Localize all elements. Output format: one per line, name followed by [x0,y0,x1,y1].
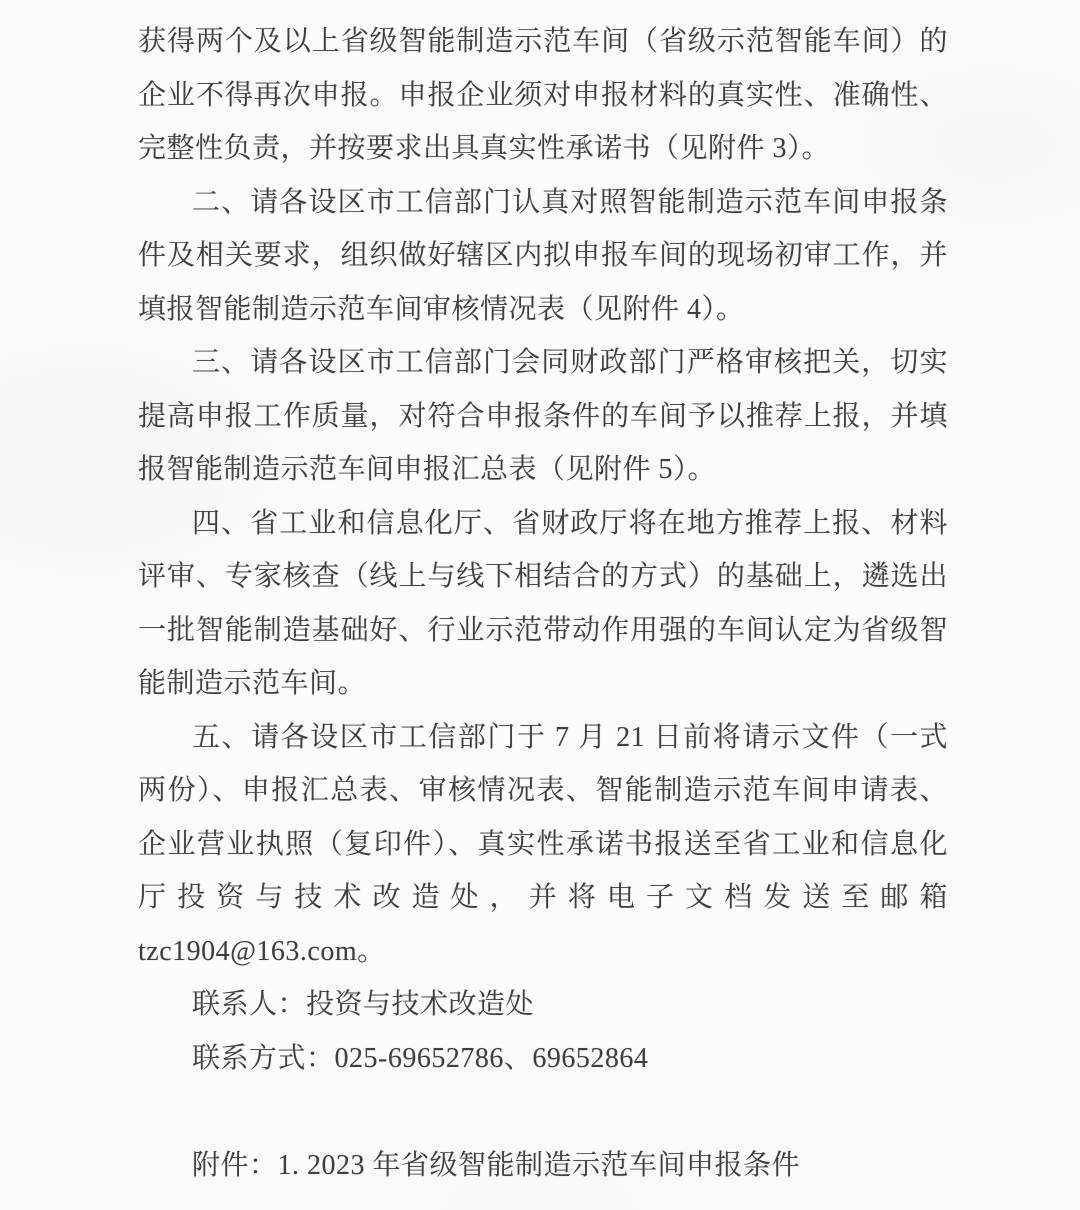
text-line: 件及相关要求，组织做好辖区内拟申报车间的现场初审工作，并 [138,240,948,271]
text-line: 能制造示范车间。 [138,668,367,699]
text-line: 完整性负责，并按要求出具真实性承诺书（见附件 3）。 [138,133,831,164]
text-line: 联系方式：025-69652786、69652864 [192,1042,649,1074]
text-line: 联系人：投资与技术改造处 [192,989,535,1020]
text-line: 企业不得再次申报。申报企业须对申报材料的真实性、准确性、 [138,79,948,111]
text-line: 填报智能制造示范车间审核情况表（见附件 4）。 [138,293,745,325]
text-line: 提高申报工作质量，对符合申报条件的车间予以推荐上报，并填 [138,400,948,432]
text-line: 厅投资与技术改造处，并将电子文档发送至邮箱 [138,882,948,913]
text-line: 报智能制造示范车间申报汇总表（见附件 5）。 [138,454,717,485]
text-line: 二、请各设区市工信部门认真对照智能制造示范车间申报条 [192,186,948,218]
document-body [138,15,948,1192]
text-line: tzc1904@163.com。 [138,935,386,967]
text-line: 五、请各设区市工信部门于 7 月 21 日前将请示文件（一式 [192,721,948,753]
text-line: 三、请各设区市工信部门会同财政部门严格审核把关，切实 [192,347,948,378]
text-line: 附件：1. 2023 年省级智能制造示范车间申报条件 [192,1149,801,1181]
text-line: 获得两个及以上省级智能制造示范车间（省级示范智能车间）的 [138,26,948,57]
text-line: 一批智能制造基础好、行业示范带动作用强的车间认定为省级智 [138,614,948,646]
blank-line [138,1085,948,1139]
text-line: 评审、专家核查（线上与线下相结合的方式）的基础上，遴选出 [138,561,948,592]
text-line: 四、省工业和信息化厅、省财政厅将在地方推荐上报、材料 [192,507,948,539]
text-line: 两份）、申报汇总表、审核情况表、智能制造示范车间申请表、 [138,775,948,806]
text-line: 企业营业执照（复印件）、真实性承诺书报送至省工业和信息化 [138,828,948,860]
